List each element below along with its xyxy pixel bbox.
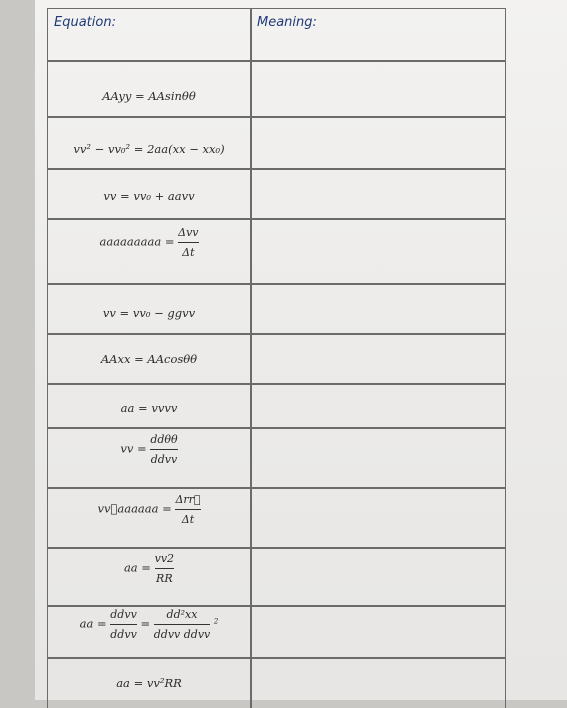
row-divider [48, 333, 505, 335]
equation-11 [48, 608, 250, 641]
equation-10-denominator: RR [156, 572, 173, 585]
equation-4-fraction [178, 226, 198, 259]
equation-11-denominator-1: ddvv [110, 628, 137, 641]
row-divider [48, 657, 505, 659]
equation-8-denominator: ddvv [150, 453, 178, 466]
row-divider [48, 168, 505, 170]
equation-8-numerator: ddθθ [150, 433, 178, 446]
equation-6: AAxx = AAcosθθ [100, 352, 198, 366]
row-divider [48, 60, 505, 62]
equation-11-denominator-2: ddvv ddvv [153, 628, 211, 641]
meaning-column-header: Meaning: [257, 15, 317, 30]
row-divider [48, 116, 505, 118]
row-divider [48, 547, 505, 549]
row-divider [48, 383, 505, 385]
equation-11-numerator-1: ddvv [110, 608, 137, 621]
equation-table [47, 8, 506, 708]
fraction-bar [110, 624, 137, 625]
equation-10-lhs: aa = [123, 560, 151, 575]
fraction-bar [175, 509, 200, 510]
row-divider [48, 283, 505, 285]
equation-11-lhs: aa = [79, 616, 107, 631]
equation-8 [48, 433, 250, 466]
row-divider [48, 427, 505, 429]
column-divider [250, 9, 252, 708]
equation-7: aa = vvvv [120, 401, 178, 415]
equation-10-numerator: vv2 [154, 552, 175, 565]
equation-4 [48, 226, 250, 259]
equation-2: vv² − vv₀² = 2aa(xx − xx₀) [73, 142, 225, 156]
equation-11-equals: = [140, 616, 151, 631]
equation-9-fraction [175, 493, 200, 526]
equation-3: vv = vv₀ + aavv [103, 189, 195, 203]
equation-12: aa = vv²RR [116, 676, 182, 690]
equation-10 [48, 552, 250, 585]
equation-11-exponent: 2 [213, 617, 219, 626]
equation-4-numerator: Δvv [178, 226, 199, 239]
equation-5: vv = vv₀ − ggvv [102, 306, 196, 320]
equation-4-lhs: aaaaaaaaa = [99, 234, 175, 249]
fraction-bar [178, 242, 198, 243]
equation-4-denominator: Δt [182, 246, 195, 259]
equation-9-denominator: Δt [181, 513, 195, 526]
fraction-bar [154, 624, 211, 625]
equation-column-header: Equation: [54, 15, 116, 30]
fraction-bar [155, 568, 174, 569]
row-divider [48, 218, 505, 220]
equation-9-lhs: vv⃗aaaaaa = [97, 501, 172, 516]
equation-11-numerator-2: dd²xx [166, 608, 198, 621]
row-divider [48, 605, 505, 607]
row-divider [48, 487, 505, 489]
equation-10-fraction [155, 552, 174, 585]
fraction-bar [150, 449, 177, 450]
equation-8-lhs: vv = [120, 441, 147, 456]
equation-9-numerator: Δrr⃗ [175, 493, 201, 506]
equation-1: AAyy = AAsinθθ [102, 89, 196, 103]
equation-11-fraction-1 [110, 608, 137, 641]
equation-9 [48, 493, 250, 526]
equation-8-fraction [150, 433, 177, 466]
equation-11-fraction-2 [154, 608, 211, 641]
